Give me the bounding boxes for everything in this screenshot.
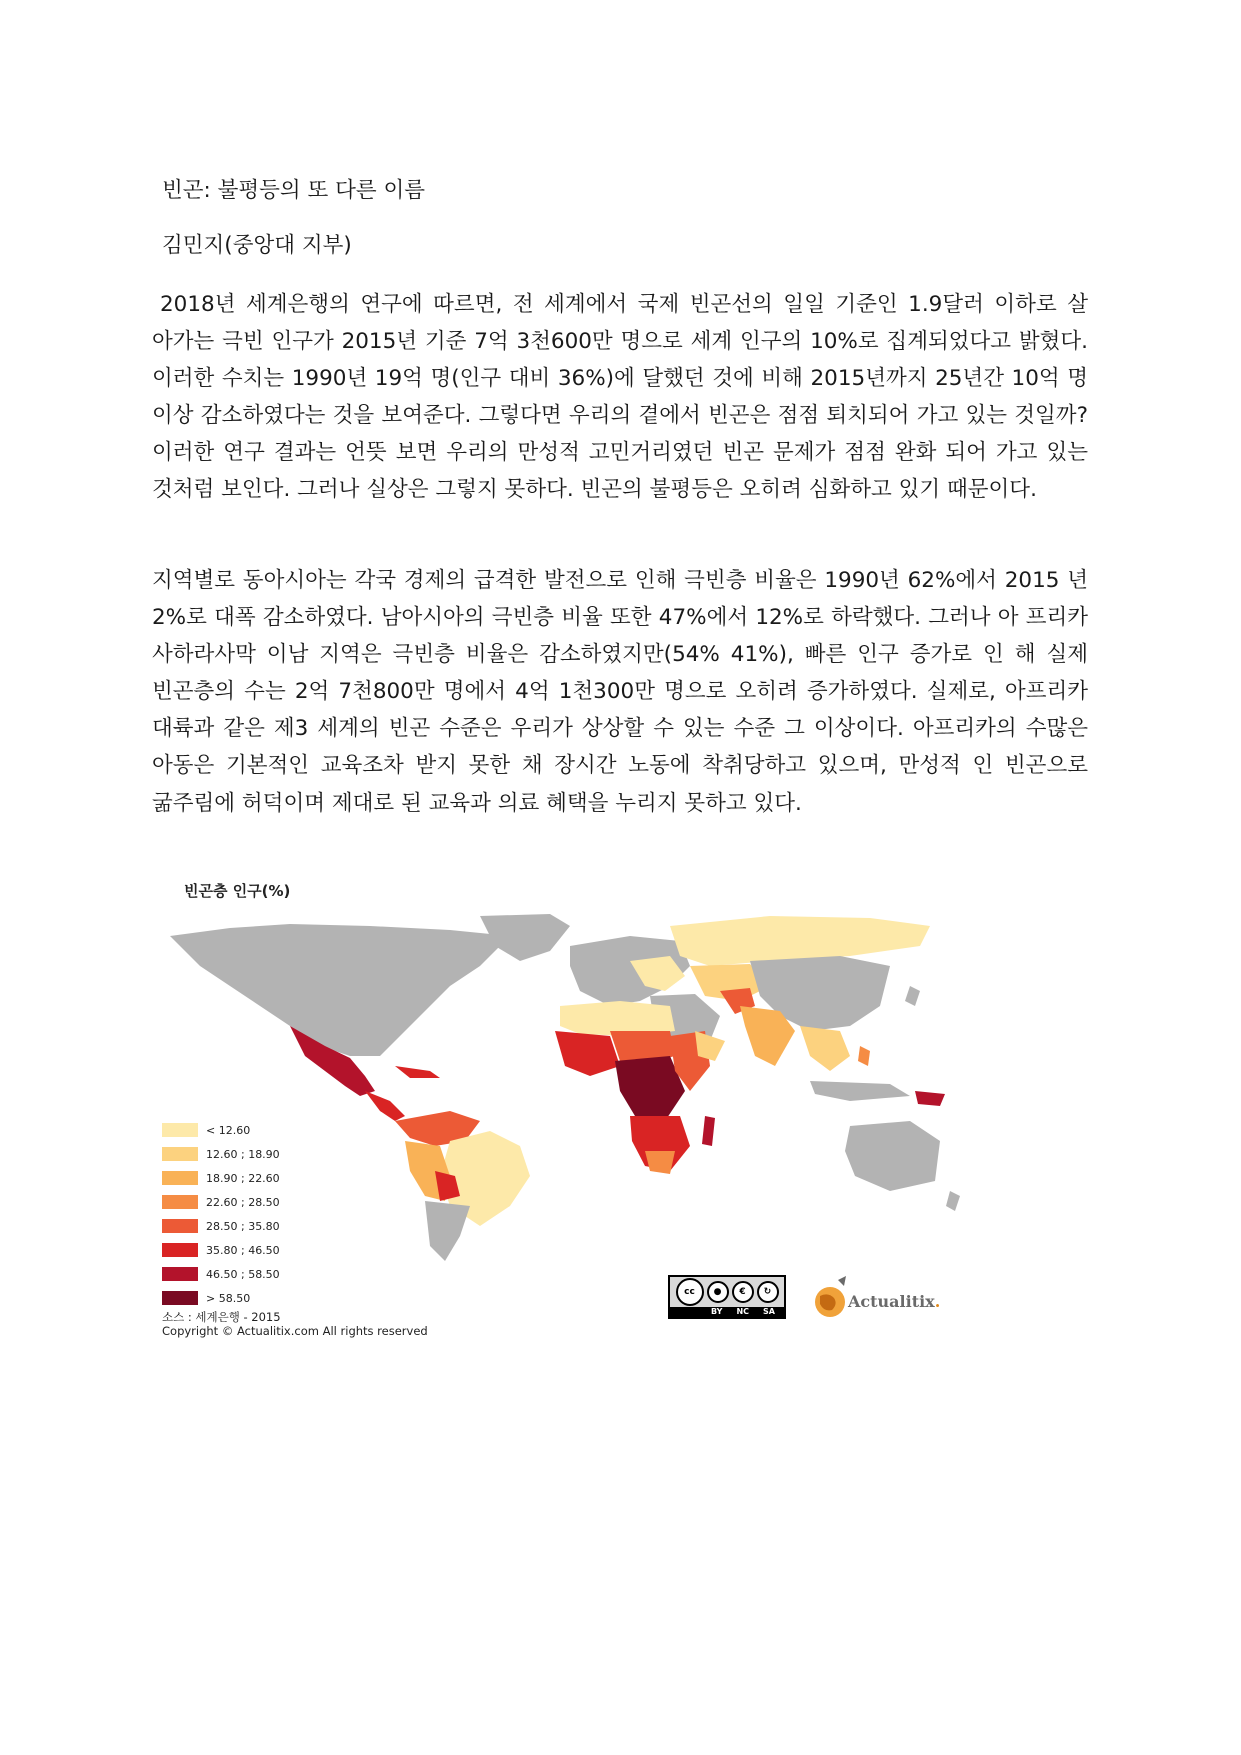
- actualitix-logo: [810, 1270, 970, 1326]
- cc-badge-icons: [670, 1277, 784, 1307]
- legend-swatch: [162, 1267, 198, 1281]
- brand-name: Actualitix.: [848, 1292, 941, 1311]
- legend-swatch: [162, 1147, 198, 1161]
- legend-label: 35.80 ; 46.50: [206, 1243, 280, 1257]
- legend-swatch: [162, 1195, 198, 1209]
- cc-badge-labels: [704, 1307, 782, 1316]
- legend-item: [162, 1214, 280, 1238]
- legend-item: [162, 1118, 280, 1142]
- poverty-map-figure: [150, 880, 970, 1340]
- legend-swatch: [162, 1219, 198, 1233]
- legend-item: [162, 1262, 280, 1286]
- map-legend: [162, 1118, 280, 1310]
- nc-icon: €: [732, 1281, 754, 1303]
- author-line: 김민지(중앙대 지부): [162, 233, 352, 258]
- legend-item: [162, 1286, 280, 1310]
- cc-sa-label: SA: [763, 1307, 775, 1316]
- legend-swatch: [162, 1243, 198, 1257]
- cc-by-label: BY: [711, 1307, 723, 1316]
- legend-label: 28.50 ; 35.80: [206, 1219, 280, 1233]
- source-line: 소스 : 세계은행 - 2015: [162, 1310, 281, 1324]
- paragraph-2-text: 지역별로 동아시아는 각국 경제의 급격한 발전으로 인해 극빈층 비율은 1990년 62%에서 2015 년 2%로 대폭 감소하였다. 남아시아의 극빈층 비율 또한 47%에서 12%로 하락했다. 그러나 아 프리카 사하라사막 이남 지역은 극빈층 비율은 감소하였지만(54% 41%), 빠른 인구 증가로 인 해 실제 빈곤층의 수는 2억 7천800만 명에서 4억 1천300만 명으로 오히려 증가하였다. 실제로, 아프리카 대륙과 같은 제3 세계의 빈곤 수준은 우리가 상상할 수 있는 수준 그 이상이다. 아프리카의 수많은 아동은 기본적인 교육조차 받지 못한 채 장시간 노동에 착취당하고 있으며, 만성적 인 빈곤으로 굶주림에 허덕이며 제대로 된 교육과 의료 혜택을 누리지 못하고 있다.: [152, 568, 1088, 816]
- legend-swatch: [162, 1171, 198, 1185]
- legend-swatch: [162, 1123, 198, 1137]
- legend-item: [162, 1238, 280, 1262]
- paragraph-2: [152, 562, 1088, 822]
- sa-icon: ↻: [757, 1281, 779, 1303]
- cc-nc-label: NC: [736, 1307, 750, 1316]
- legend-label: > 58.50: [206, 1291, 251, 1305]
- figure-title: 빈곤층 인구(%): [184, 882, 291, 900]
- north-africa-region: [560, 1001, 675, 1036]
- by-icon: ●: [707, 1281, 729, 1303]
- paragraph-1: [152, 286, 1088, 509]
- globe-logo-icon: [810, 1274, 850, 1324]
- paragraph-1-text: 2018년 세계은행의 연구에 따르면, 전 세계에서 국제 빈곤선의 일일 기준인 1.9달러 이하로 살 아가는 극빈 인구가 2015년 기준 7억 3천600만 명으로 세계 인구의 10%로 집계되었다고 밝혔다. 이러한 수치는 1990년 19억 명(인구 대비 36%)에 달했던 것에 비해 2015년까지 25년간 10억 명 이상 감소하였다는 것을 보여준다. 그렇다면 우리의 곁에서 빈곤은 점점 퇴치되어 가고 있는 것일까? 이러한 연구 결과는 언뜻 보면 우리의 만성적 고민거리였던 빈곤 문제가 점점 완화 되어 가고 있는 것처럼 보인다. 그러나 실상은 그렇지 못하다. 빈곤의 불평등은 오히려 심화하고 있기 때문이다.: [152, 292, 1088, 503]
- legend-label: 18.90 ; 22.60: [206, 1171, 280, 1185]
- cc-icon: cc: [676, 1278, 704, 1306]
- legend-label: 22.60 ; 28.50: [206, 1195, 280, 1209]
- cc-license-badge: [668, 1275, 786, 1319]
- legend-item: [162, 1166, 280, 1190]
- legend-label: < 12.60: [206, 1123, 251, 1137]
- legend-swatch: [162, 1291, 198, 1305]
- legend-item: [162, 1190, 280, 1214]
- document-title: 빈곤: 불평등의 또 다른 이름: [162, 178, 426, 203]
- legend-label: 12.60 ; 18.90: [206, 1147, 280, 1161]
- legend-item: [162, 1142, 280, 1166]
- copyright-line: Copyright © Actualitix.com All rights reserved: [162, 1324, 428, 1338]
- legend-label: 46.50 ; 58.50: [206, 1267, 280, 1281]
- figure-source: [162, 1310, 428, 1338]
